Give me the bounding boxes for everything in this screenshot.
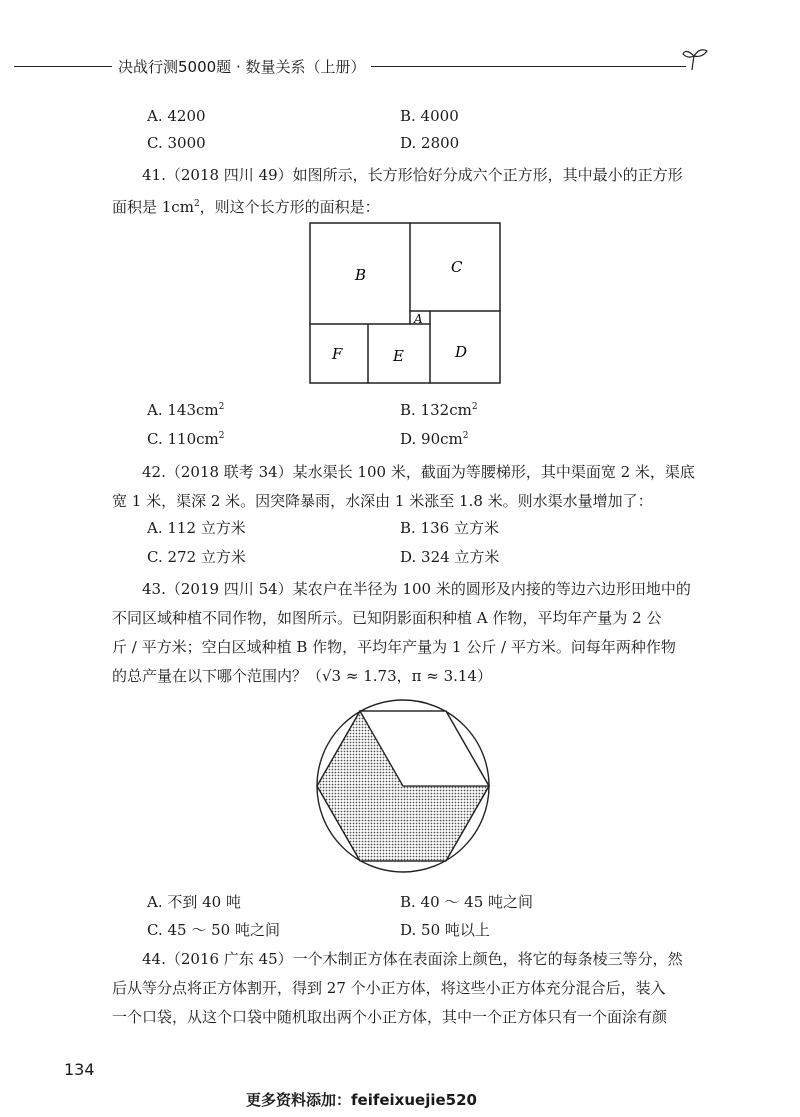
- header-rule-right: [330, 66, 686, 67]
- q42-option-b: B. 136 立方米: [400, 519, 499, 537]
- q43-line-2: 不同区域种植不同作物，如图所示。已知阴影面积种植 A 作物，平均年产量为 2 公: [112, 609, 662, 627]
- q40-option-d: D. 2800: [400, 134, 460, 152]
- label-a: A: [414, 312, 423, 326]
- q42-option-a: A. 112 立方米: [147, 519, 246, 537]
- label-c: C: [451, 258, 463, 276]
- question-42: [112, 458, 702, 516]
- question-43: [112, 575, 702, 691]
- header-rule-left: [14, 66, 114, 67]
- q41-line-2: 面积是 $1cm^2$，则这个长方形的面积是：: [112, 198, 380, 216]
- q43-circle-hexagon-figure: [313, 696, 493, 876]
- footer-note: 更多资料添加：feifeixuejie520: [246, 1091, 477, 1109]
- q42-line-2: 宽 1 米，渠深 2 米。因突降暴雨，水深由 1 米涨至 1.8 米。则水渠水量增加了：: [112, 492, 653, 510]
- q41-line-1: 41.（2018 四川 49）如图所示，长方形恰好分成六个正方形，其中最小的正方形: [142, 166, 683, 184]
- label-b: B: [355, 266, 367, 284]
- q42-option-d: D. 324 立方米: [400, 548, 500, 566]
- q42-line-1: 42.（2018 联考 34）某水渠长 100 米，截面为等腰梯形，其中渠面宽 2 米，渠底: [142, 463, 695, 481]
- q40-option-c: C. 3000: [147, 134, 206, 152]
- q44-line-2: 后从等分点将正方体割开，得到 27 个小正方体，将这些小正方体充分混合后，装入: [112, 979, 666, 997]
- q41-option-c: C. $110cm^2$: [147, 430, 225, 448]
- question-44: [112, 945, 702, 1032]
- sprout-icon: [680, 44, 710, 74]
- running-header-title: 决战行测5000题 · 数量关系（上册）: [112, 56, 371, 77]
- q41-option-d: D. $90cm^2$: [400, 430, 469, 448]
- q43-option-d: D. 50 吨以上: [400, 921, 490, 939]
- q43-line-1: 43.（2019 四川 54）某农户在半径为 100 米的圆形及内接的等边六边形田地中的: [142, 580, 691, 598]
- label-f: F: [332, 345, 343, 363]
- q44-line-3: 一个口袋，从这个口袋中随机取出两个小正方体，其中一个正方体只有一个面涂有颜: [112, 1008, 668, 1026]
- q43-line-4: 的总产量在以下哪个范围内？（√3 ≈ 1.73，π ≈ 3.14）: [112, 667, 492, 685]
- q43-option-c: C. 45 ～ 50 吨之间: [147, 921, 280, 939]
- q43-line-3: 斤 / 平方米；空白区域种植 B 作物，平均年产量为 1 公斤 / 平方米。问每年两种作物: [112, 638, 676, 656]
- label-e: E: [393, 347, 404, 365]
- q41-rectangle-figure: [305, 218, 505, 390]
- q43-option-b: B. 40 ～ 45 吨之间: [400, 893, 534, 911]
- label-d: D: [455, 343, 468, 361]
- q40-option-b: B. 4000: [400, 107, 459, 125]
- q44-line-1: 44.（2016 广东 45）一个木制正方体在表面涂上颜色，将它的每条棱三等分，然: [142, 950, 683, 968]
- page-number: 134: [64, 1060, 95, 1079]
- q41-option-b: B. $132cm^2$: [400, 401, 478, 419]
- q43-option-a: A. 不到 40 吨: [147, 893, 241, 911]
- q42-option-c: C. 272 立方米: [147, 548, 246, 566]
- question-41: [112, 161, 702, 222]
- q40-option-a: A. 4200: [147, 107, 206, 125]
- q41-option-a: A. $143cm^2$: [147, 401, 225, 419]
